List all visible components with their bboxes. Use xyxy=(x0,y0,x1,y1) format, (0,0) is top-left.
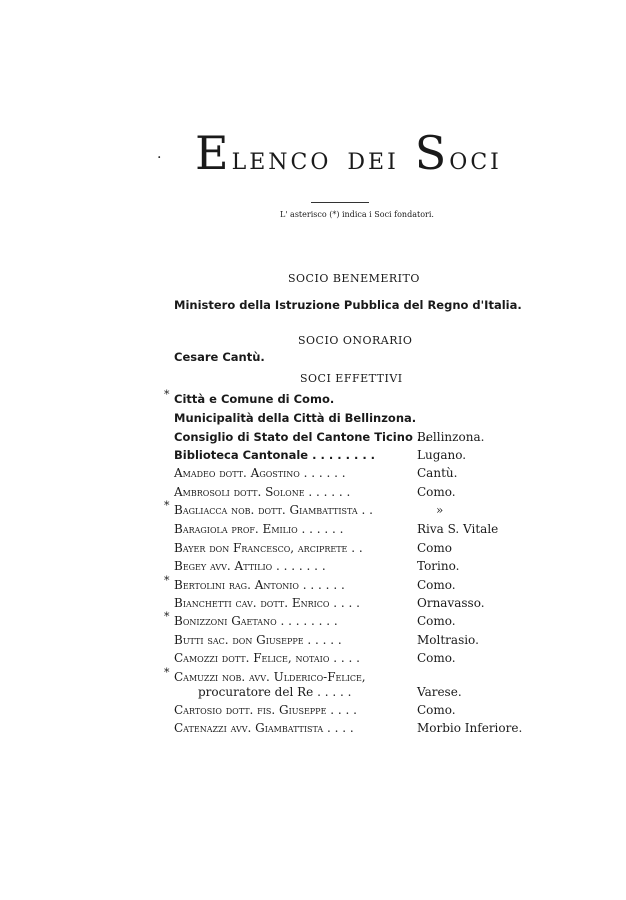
member-row xyxy=(174,703,534,721)
member-row xyxy=(174,721,534,739)
member-name: Begey avv. Attilio . . . . . . . xyxy=(174,559,326,573)
member-place: » xyxy=(436,503,444,517)
member-row xyxy=(164,388,534,410)
member-row xyxy=(164,499,534,521)
title-initial-s: S xyxy=(414,126,450,180)
title-initial-e: E xyxy=(195,126,232,180)
member-row xyxy=(174,633,534,651)
member-name: Bagliacca nob. dott. Giambattista . . xyxy=(174,503,373,517)
stray-mark: . xyxy=(157,146,162,162)
member-name: Consiglio di Stato del Cantone Ticino . . xyxy=(174,430,430,444)
member-name: Biblioteca Cantonale . . . . . . . . xyxy=(174,448,376,462)
member-name: Bertolini rag. Antonio . . . . . . xyxy=(174,578,345,592)
member-place: Riva S. Vitale xyxy=(417,522,499,536)
member-row xyxy=(174,411,534,429)
member-name: Camozzi dott. Felice, notaio . . . . xyxy=(174,651,360,665)
member-row xyxy=(174,541,534,559)
member-row xyxy=(164,574,534,596)
founder-asterisk: * xyxy=(164,666,170,679)
member-name: Butti sac. don Giuseppe . . . . . xyxy=(174,633,342,647)
founders-note: L' asterisco (*) indica i Soci fondatori. xyxy=(280,210,434,219)
title-word-3: OCI xyxy=(449,150,502,175)
title-word-1: LENCO xyxy=(231,150,332,175)
benemerito-member: Ministero della Istruzione Pubblica del Regno d'Italia. xyxy=(174,298,522,312)
member-row xyxy=(174,559,534,577)
member-name: Bianchetti cav. dott. Enrico . . . . xyxy=(174,596,360,610)
member-name: Bayer don Francesco, arciprete . . xyxy=(174,541,363,555)
section-head-effettivi: SOCI EFFETTIVI xyxy=(300,372,403,385)
founder-asterisk: * xyxy=(164,610,170,623)
member-name: Baragiola prof. Emilio . . . . . . xyxy=(174,522,344,536)
section-head-benemerito: SOCIO BENEMERITO xyxy=(288,272,420,285)
member-name: Bonizzoni Gaetano . . . . . . . . xyxy=(174,614,338,628)
member-place: Como xyxy=(417,541,453,555)
member-place: Morbio Inferiore. xyxy=(417,721,523,735)
member-name-continuation: procuratore del Re . . . . . xyxy=(198,685,352,699)
member-row xyxy=(174,485,534,503)
member-place: Como. xyxy=(417,578,456,592)
member-name: Catenazzi avv. Giambattista . . . . xyxy=(174,721,354,735)
member-place: Torino. xyxy=(417,559,460,573)
member-row xyxy=(174,522,534,540)
member-name: Città e Comune di Como. xyxy=(174,392,335,406)
member-row xyxy=(174,448,534,466)
title-rule xyxy=(311,202,369,203)
onorario-member: Cesare Cantù. xyxy=(174,350,265,364)
member-name: Camuzzi nob. avv. Ulderico-Felice, xyxy=(174,670,366,684)
founder-asterisk: * xyxy=(164,574,170,587)
member-place: Como. xyxy=(417,614,456,628)
founder-asterisk: * xyxy=(164,388,170,401)
member-place: Lugano. xyxy=(417,448,467,462)
member-row xyxy=(174,466,534,484)
member-place: Ornavasso. xyxy=(417,596,485,610)
founder-asterisk: * xyxy=(164,499,170,512)
member-place: Varese. xyxy=(417,685,462,699)
member-row xyxy=(174,430,534,448)
member-place: Como. xyxy=(417,651,456,665)
member-row xyxy=(174,651,534,669)
member-name: Amadeo dott. Agostino . . . . . . xyxy=(174,466,346,480)
member-name: Ambrosoli dott. Solone . . . . . . xyxy=(174,485,351,499)
member-row xyxy=(174,596,534,614)
page-title xyxy=(195,128,525,189)
member-place: Cantù. xyxy=(417,466,458,480)
member-row xyxy=(164,666,534,699)
member-place: Bellinzona. xyxy=(417,430,485,444)
title-word-2: DEI xyxy=(347,150,399,175)
member-place: Moltrasio. xyxy=(417,633,479,647)
member-row xyxy=(164,610,534,632)
member-name: Cartosio dott. fis. Giuseppe . . . . xyxy=(174,703,357,717)
member-place: Como. xyxy=(417,703,456,717)
member-place: Como. xyxy=(417,485,456,499)
section-head-onorario: SOCIO ONORARIO xyxy=(298,334,413,347)
member-name: Municipalità della Città di Bellinzona. xyxy=(174,411,417,425)
